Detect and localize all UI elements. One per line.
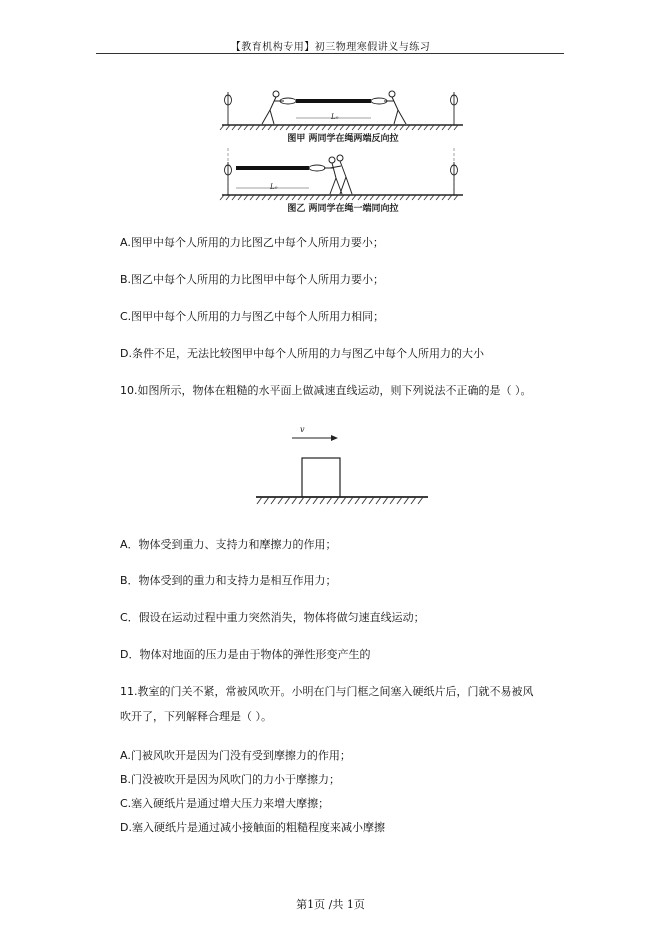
rope-bottom [236,165,325,171]
figure-caption-top: 图甲 两同学在绳两端反向拉 [287,134,399,144]
q11-option-c: C.塞入硬纸片是通过增大压力来增大摩擦； [120,797,330,810]
ground-bottom [220,195,463,200]
q11-option-b: B.门没被吹开是因为风吹门的力小于摩擦力； [120,773,341,786]
q11-stem-line2: 吹开了，下列解释合理是（ ）。 [120,710,272,723]
velocity-label: v [300,425,305,434]
q10-option-a: A．物体受到重力、支持力和摩擦力的作用； [120,538,337,551]
q10-option-d: D．物体对地面的压力是由于物体的弹性形变产生的 [120,648,371,661]
q11-option-a: A.门被风吹开是因为门没有受到摩擦力的作用； [120,749,351,762]
person-icon [330,155,352,194]
person-icon [324,157,342,194]
q9-option-c: C.图甲中每个人所用的力与图乙中每个人所用力相同； [120,310,385,323]
velocity-arrow-icon [292,435,338,441]
block-on-surface-figure [252,420,432,508]
page-footer: 第1页 /共 1页 [296,898,365,911]
figure-caption-bottom: 图乙 两同学在绳一端同向拉 [287,204,399,214]
length-label-top: L₀ [331,113,339,121]
q11-stem-line1: 11.教室的门关不紧，常被风吹开。小明在门与门框之间塞入硬纸片后，门就不易被风 [120,685,534,698]
header-divider [96,53,564,54]
ground-top [220,125,463,130]
q9-option-b: B.图乙中每个人所用的力比图甲中每个人所用力要小； [120,273,385,286]
q9-option-d: D.条件不足，无法比较图甲中每个人所用的力与图乙中每个人所用力的大小 [120,347,484,360]
page-header: 【教育机构专用】初三物理寒假讲义与练习 [230,42,431,53]
q10-option-c: C．假设在运动过程中重力突然消失，物体将做匀速直线运动； [120,611,425,624]
block [302,458,340,497]
person-icon [262,91,284,124]
q11-option-d: D.塞入硬纸片是通过减小接触面的粗糙程度来减小摩擦 [120,821,385,834]
q10-option-b: B．物体受到的重力和支持力是相互作用力； [120,574,337,587]
rope-top [280,98,387,104]
q10-stem: 10.如图所示，物体在粗糙的水平面上做减速直线运动，则下列说法不正确的是（ ）。 [120,384,532,397]
rough-surface [256,497,428,504]
q9-option-a: A.图甲中每个人所用的力比图乙中每个人所用力要小； [120,236,384,249]
length-label-bottom: L₀ [270,183,278,191]
post-icon [225,92,458,125]
person-icon [384,91,406,124]
rope-pulling-figure [218,88,468,218]
